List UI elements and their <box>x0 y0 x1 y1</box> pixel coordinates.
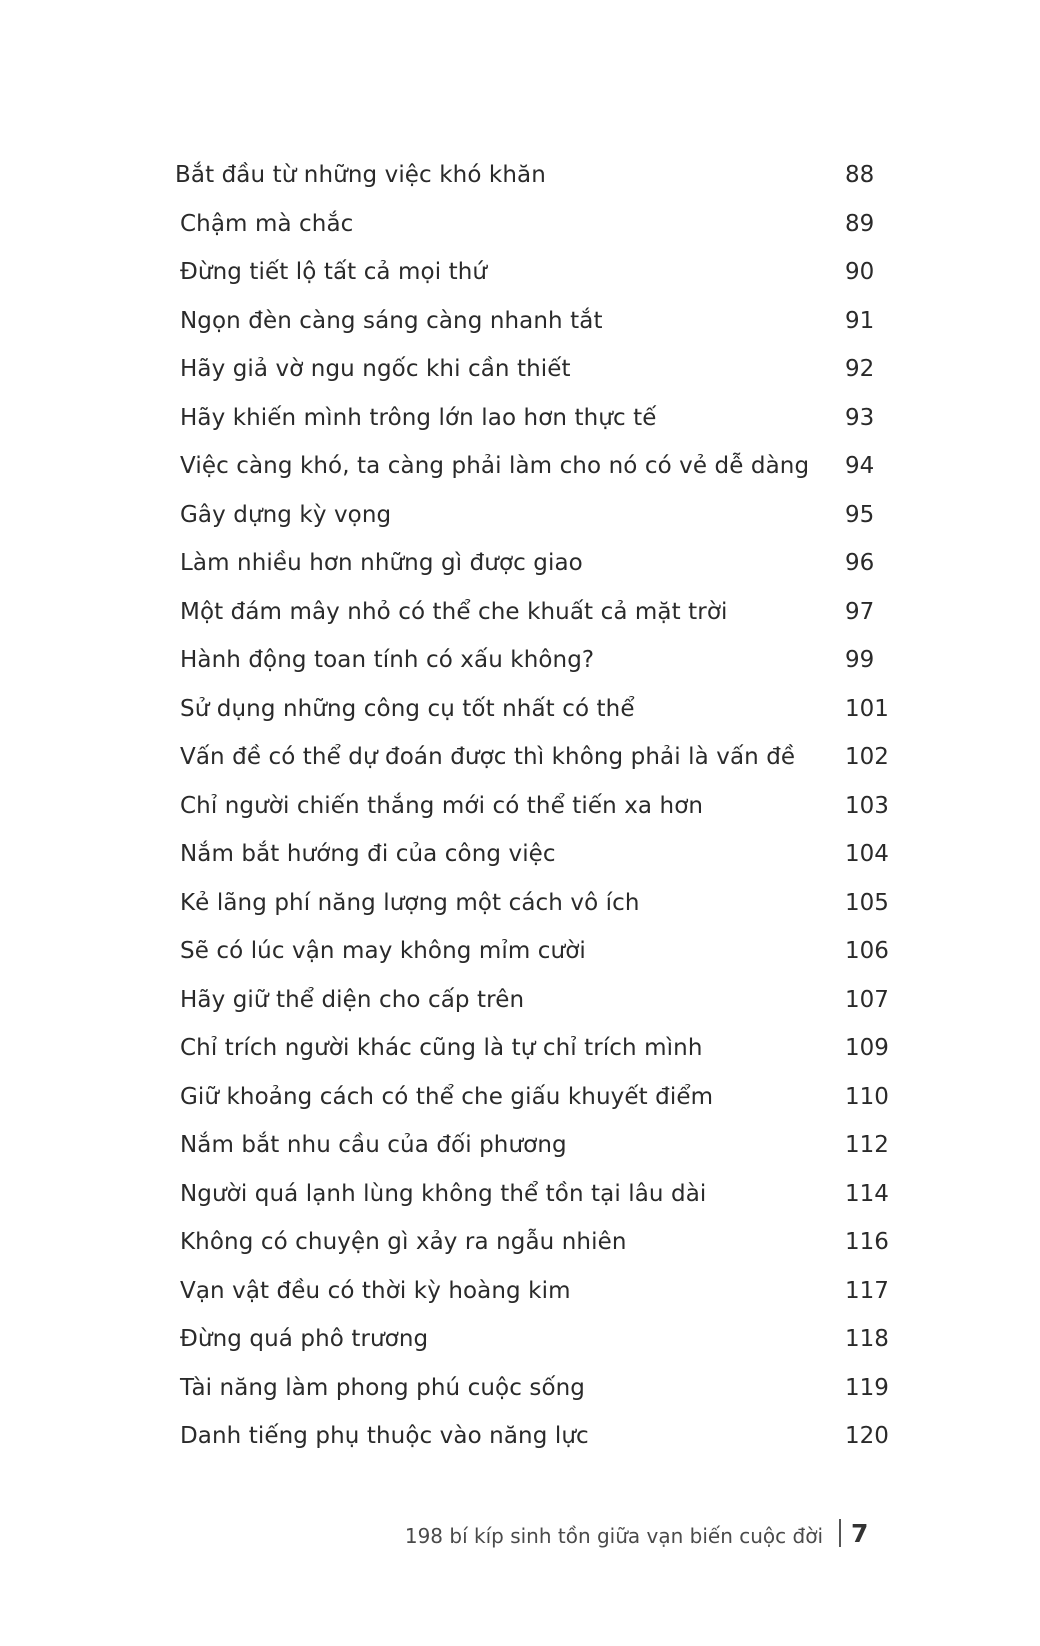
toc-entry-page: 93 <box>845 404 875 431</box>
toc-entry-title: Sử dụng những công cụ tốt nhất có thể <box>180 695 635 722</box>
table-of-contents <box>0 160 1040 1470</box>
toc-entry-page: 89 <box>845 210 875 237</box>
toc-entry <box>0 403 1040 452</box>
toc-entry <box>0 839 1040 888</box>
toc-entry-title: Sẽ có lúc vận may không mỉm cười <box>180 938 586 964</box>
toc-entry <box>0 888 1040 937</box>
toc-entry-title: Hãy khiến mình trông lớn lao hơn thực tế <box>180 404 657 431</box>
toc-entry <box>0 354 1040 403</box>
toc-entry-title: Bắt đầu từ những việc khó khăn <box>175 162 546 188</box>
toc-entry-page: 104 <box>845 841 889 867</box>
toc-entry-title: Việc càng khó, ta càng phải làm cho nó có vẻ dễ dàng <box>180 453 810 479</box>
toc-entry <box>0 645 1040 694</box>
footer-divider <box>839 1519 841 1547</box>
toc-entry-page: 118 <box>845 1326 889 1352</box>
toc-entry <box>0 548 1040 597</box>
toc-entry-page: 102 <box>845 744 889 770</box>
toc-entry <box>0 694 1040 743</box>
toc-entry <box>0 306 1040 355</box>
toc-entry <box>0 791 1040 840</box>
toc-entry-title: Không có chuyện gì xảy ra ngẫu nhiên <box>180 1229 627 1255</box>
toc-entry-title: Hãy giả vờ ngu ngốc khi cần thiết <box>180 356 571 382</box>
toc-entry <box>0 1179 1040 1228</box>
page-footer <box>0 1515 1040 1555</box>
toc-entry-page: 101 <box>845 695 889 722</box>
toc-entry <box>0 257 1040 306</box>
toc-entry <box>0 985 1040 1034</box>
toc-entry <box>0 209 1040 258</box>
toc-entry-page: 112 <box>845 1132 889 1158</box>
toc-entry-title: Vấn đề có thể dự đoán được thì không phải là vấn đề <box>180 744 796 770</box>
toc-entry-title: Ngọn đèn càng sáng càng nhanh tắt <box>180 307 603 334</box>
toc-entry-title: Tài năng làm phong phú cuộc sống <box>180 1374 586 1401</box>
toc-entry <box>0 1227 1040 1276</box>
toc-entry <box>0 597 1040 646</box>
footer-page-number: 7 <box>851 1519 869 1548</box>
toc-entry-title: Một đám mây nhỏ có thể che khuất cả mặt trời <box>180 598 728 625</box>
toc-entry-title: Hành động toan tính có xấu không? <box>180 647 595 673</box>
toc-entry-page: 92 <box>845 356 875 382</box>
toc-entry-title: Hãy giữ thể diện cho cấp trên <box>180 986 525 1013</box>
toc-entry <box>0 1130 1040 1179</box>
toc-entry <box>0 160 1040 209</box>
footer-book-title: 198 bí kíp sinh tồn giữa vạn biến cuộc đời <box>404 1524 823 1548</box>
toc-entry-page: 90 <box>845 259 875 285</box>
toc-entry <box>0 936 1040 985</box>
toc-entry-title: Danh tiếng phụ thuộc vào năng lực <box>180 1423 589 1449</box>
toc-entry <box>0 500 1040 549</box>
toc-entry <box>0 451 1040 500</box>
toc-entry-page: 99 <box>845 647 875 673</box>
toc-entry-title: Gây dựng kỳ vọng <box>180 501 392 528</box>
toc-entry-page: 110 <box>845 1083 889 1110</box>
toc-entry-page: 88 <box>845 162 875 188</box>
toc-entry-title: Làm nhiều hơn những gì được giao <box>180 550 583 576</box>
toc-entry-page: 103 <box>845 792 889 819</box>
toc-entry <box>0 1082 1040 1131</box>
toc-entry-title: Người quá lạnh lùng không thể tồn tại lâu dài <box>180 1180 707 1207</box>
toc-entry-page: 91 <box>845 307 875 334</box>
toc-entry <box>0 1373 1040 1422</box>
toc-entry-page: 114 <box>845 1180 889 1207</box>
toc-entry <box>0 742 1040 791</box>
toc-entry-page: 105 <box>845 889 889 916</box>
toc-entry <box>0 1276 1040 1325</box>
toc-entry-page: 107 <box>845 986 889 1013</box>
toc-entry-title: Đừng quá phô trương <box>180 1326 429 1352</box>
toc-entry <box>0 1421 1040 1470</box>
toc-entry-title: Chậm mà chắc <box>180 210 354 237</box>
toc-entry-page: 94 <box>845 453 875 479</box>
toc-entry-title: Vạn vật đều có thời kỳ hoàng kim <box>180 1277 571 1304</box>
toc-entry <box>0 1033 1040 1082</box>
toc-entry-title: Chỉ trích người khác cũng là tự chỉ trích mình <box>180 1035 703 1061</box>
toc-entry-title: Chỉ người chiến thắng mới có thể tiến xa hơn <box>180 792 704 819</box>
toc-entry-title: Kẻ lãng phí năng lượng một cách vô ích <box>180 889 640 916</box>
toc-entry-title: Nắm bắt nhu cầu của đối phương <box>180 1132 567 1158</box>
toc-entry-page: 116 <box>845 1229 889 1255</box>
toc-entry <box>0 1324 1040 1373</box>
toc-entry-title: Giữ khoảng cách có thể che giấu khuyết điểm <box>180 1083 714 1110</box>
toc-entry-page: 96 <box>845 550 875 576</box>
toc-entry-page: 95 <box>845 501 875 528</box>
toc-entry-page: 106 <box>845 938 889 964</box>
toc-entry-page: 119 <box>845 1374 889 1401</box>
toc-entry-page: 117 <box>845 1277 889 1304</box>
toc-entry-title: Nắm bắt hướng đi của công việc <box>180 841 556 867</box>
toc-entry-page: 97 <box>845 598 875 625</box>
toc-entry-page: 120 <box>845 1423 889 1449</box>
toc-entry-title: Đừng tiết lộ tất cả mọi thứ <box>180 259 488 285</box>
toc-entry-page: 109 <box>845 1035 889 1061</box>
